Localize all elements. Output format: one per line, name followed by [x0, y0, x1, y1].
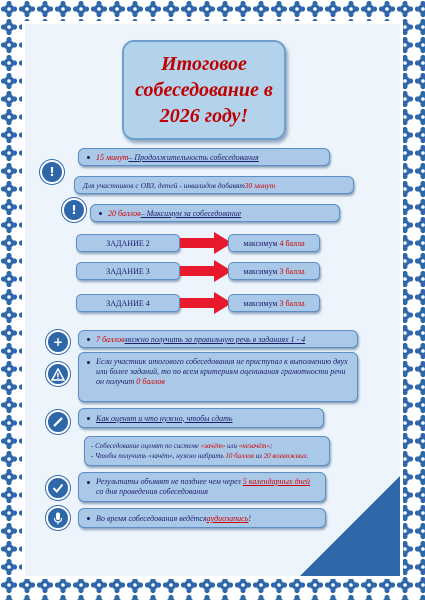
results-highlight: 5 календарных дней — [242, 477, 311, 486]
task-4-max: максимум 3 балла — [228, 294, 320, 312]
exclamation-icon: ! — [40, 160, 64, 184]
info-results: Результаты объявят не позднее чем через 5 календарных дней со дня проведения собеседования — [78, 472, 326, 502]
bullet — [99, 212, 102, 215]
mic-icon — [46, 506, 70, 530]
task-4-label: ЗАДАНИЕ 4 — [76, 294, 180, 312]
ovz-text: Для участников с ОВЗ, детей - инвалидов добавят — [83, 180, 245, 190]
skip-rule-text: Если участник итогового собеседования не приступал к выполнению двух или более заданий, то по всем критериям оценивания грамотности речи он получит — [96, 357, 348, 386]
info-how-graded — [78, 408, 324, 428]
warning-icon — [46, 362, 70, 386]
skip-rule-highlight: 0 баллов — [136, 377, 165, 386]
info-skip-rule — [78, 352, 358, 402]
bullet — [87, 156, 90, 159]
task-2-label: ЗАДАНИЕ 2 — [76, 234, 180, 252]
bullet — [87, 517, 90, 520]
task-3-label: ЗАДАНИЕ 3 — [76, 262, 180, 280]
duration-text: – Продолжительность собеседования — [128, 152, 259, 162]
arrow-icon — [180, 292, 232, 314]
how-graded-text: Как оценят и что нужно, чтобы сдать — [96, 413, 233, 423]
task-2-max: максимум 4 балла — [228, 234, 320, 252]
arrow-icon — [180, 232, 232, 254]
arrow-icon — [180, 260, 232, 282]
exclamation-icon: ! — [62, 198, 86, 222]
ovz-highlight: 30 минут — [244, 180, 276, 190]
bullet — [87, 338, 90, 341]
page-title: Итоговое собеседование в 2026 году! — [135, 53, 273, 127]
audio-highlight: аудиозапись — [206, 513, 249, 523]
info-speech-score — [78, 330, 358, 348]
max-score-text: – Максимум за собеседование — [140, 208, 242, 218]
info-grading-system: - Собеседование оценят по системе «зачёт» или «незачёт»; - Чтобы получить «зачёт», нужно набрать 10 баллов из 20 возможных. — [84, 436, 330, 466]
plus-icon: + — [46, 330, 70, 354]
pencil-icon — [46, 410, 70, 434]
info-duration — [78, 148, 330, 166]
max-score-highlight: 20 баллов — [108, 208, 141, 218]
speech-score-highlight: 7 баллов — [96, 334, 125, 344]
speech-score-text: можно получить за правильную речь в заданиях 1 - 4 — [124, 334, 306, 344]
bullet — [87, 361, 90, 364]
task-3-max: максимум 3 балла — [228, 262, 320, 280]
info-audio: Во время собеседования ведётся аудиозапись ! — [78, 508, 326, 528]
info-ovz — [74, 176, 354, 194]
check-icon — [46, 476, 70, 500]
info-max-score — [90, 204, 340, 222]
duration-highlight: 15 минут — [96, 152, 129, 162]
bullet — [87, 417, 90, 420]
bullet — [87, 481, 90, 484]
title-box — [122, 40, 286, 140]
